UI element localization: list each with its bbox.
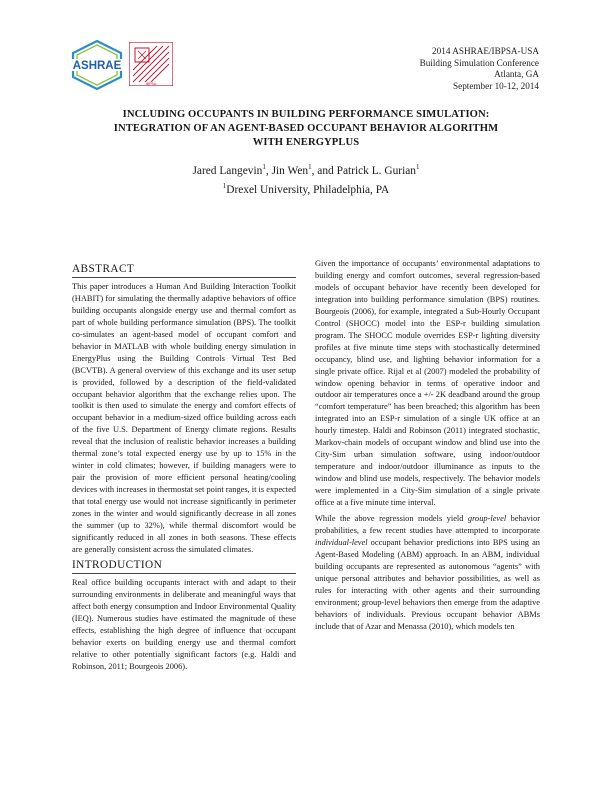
logo-block [68, 40, 174, 90]
abstract-heading: ABSTRACT [72, 264, 296, 278]
conference-line: 2014 ASHRAE/IBPSA-USA [432, 46, 539, 56]
p3-text: While the above regression models yield [315, 514, 468, 524]
introduction-heading: INTRODUCTION [72, 560, 296, 574]
conference-info [420, 46, 539, 92]
conference-line: September 10-12, 2014 [453, 80, 539, 91]
p3-text: occupant behavior predictions into BPS using an Agent-Based Modeling (ABM) approach. In an ABM, individual building occupants are represented as autonomous “agents” with unique personal attributes and behavior possibilities, as well as rules for interacting with other agents and their surrounding environment; group-level behaviors then emerge from the adaptive behaviors of individuals. Previous occupant behavior ABMs include that of Azar and Menassa (2010), which models ten [315, 537, 540, 631]
author-name: Jared Langevin [192, 165, 263, 177]
conference-line: Atlanta, GA [494, 69, 539, 80]
ibpsa-logo-text: IBPSA [145, 82, 157, 86]
affiliation-name: Drexel University, Philadelphia, PA [226, 184, 390, 196]
author-separator: , and [311, 165, 337, 177]
ashrae-logo [68, 40, 126, 90]
right-column [315, 258, 540, 637]
title-line: INTEGRATION OF AN AGENT-BASED OCCUPANT BEHAVIOR ALGORITHM [113, 123, 499, 134]
title-line: INCLUDING OCCUPANTS IN BUILDING PERFORMANCE SIMULATION: [122, 109, 490, 120]
title-line: WITH ENERGYPLUS [252, 137, 360, 148]
affiliation-marker: 1 [222, 182, 227, 190]
author-affil-marker: 1 [308, 163, 312, 171]
author-name: Jin Wen [271, 165, 309, 177]
ashrae-logo-text: ASHRAE [72, 60, 122, 72]
paper-title [70, 108, 542, 150]
author-name: Patrick L. Gurian [336, 165, 417, 177]
author-separator: , [265, 165, 272, 177]
author-list [70, 160, 542, 179]
p3-text: behavior probabilities, a few recent studies have attempted to incorporate [315, 514, 540, 535]
author-affil-marker: 1 [416, 163, 420, 171]
p3-emphasis-individual-level: individual-level [315, 537, 368, 547]
intro-paragraph-3 [315, 513, 540, 633]
intro-paragraph-2: Given the importance of occupants’ environmental adaptations to building energy and comfort outcomes, several regression-based models of occupant behavior have recently been developed for integration into building performance simulation (BPS) routines. Bourgeois (2006), for example, integrated a Sub-Hourly Occupant Control (SHOCC) model into the ESP-r building simulation program. The SHOCC module overrides ESP-r lighting diversity profiles at five minute time steps with stochastically determined occupancy, blind use, and lighting behavior information for a single private office. Rijal et al (2007) modeled the probability of window opening behavior in terms of operative indoor and outdoor air temperatures once a +/- 2K deadband around the group “comfort temperature” has been breached; this algorithm has been integrated into an ESP-r simulation of a single UK office at an hourly timestep. Haldi and Robinson (2011) integrated stochastic, Markov-chain models of occupant window and blind use into the City-Sim urban simulation software, using indoor/outdoor temperature and indoor/outdoor illuminance as inputs to the window and blind use models, respectively. The behavior models were implemented in a City-Sim simulation of a single private office at a five minute time interval. [315, 259, 540, 508]
affiliation [70, 179, 542, 198]
ibpsa-logo [129, 42, 173, 86]
author-affil-marker: 1 [262, 163, 266, 171]
p3-emphasis-group-level: group-level [467, 514, 507, 524]
authors-block [70, 160, 542, 198]
conference-line: Building Simulation Conference [419, 57, 539, 68]
intro-paragraph-1: Real office building occupants interact with and adapt to their surrounding environments in deliberate and meaningful ways that affect both energy consumption and Indoor Environmental Quality (IEQ). Numerous studies have estimated the magnitude of these effects, establishing the high degree of influence that occupant behavior exerts on building energy use and thermal comfort relative to other potentially significant factors (e.g. Haldi and Robinson, 2011; Bourgeois 2006). [72, 577, 296, 671]
left-column [72, 264, 296, 676]
abstract-text: This paper introduces a Human And Building Interaction Toolkit (HABIT) for simulating the thermally adaptive behaviors of office building occupants alongside energy use and thermal comfort as part of whole building performance simulation (BPS). The toolkit co-simulates an agent-based model of occupant comfort and behavior in MATLAB with whole building energy simulation in EnergyPlus using the Building Controls Virtual Test Bed (BCVTB). A general overview of this exchange and its user setup is provided, followed by a description of the field-validated occupant behavior algorithm that the exchange relies upon. The toolkit is then used to simulate the energy and comfort effects of occupant behavior in a medium-sized office building across each of the five U.S. Department of Energy climate regions. Results reveal that the inclusion of realistic behavior increases a building thermal zone’s total expected energy use by up to 15% in the winter in cold climates; however, if building managers were to pair the provision of more efficient personal heating/cooling devices with increases in thermostat set point ranges, it is expected that total energy use would not increase significantly in perimeter zones in the winter and would significantly decrease in all zones the summer (up to 32%), while thermal discomfort would be significantly reduced in all zones in both seasons. These effects are generally consistent across the simulated climates. [72, 281, 296, 554]
